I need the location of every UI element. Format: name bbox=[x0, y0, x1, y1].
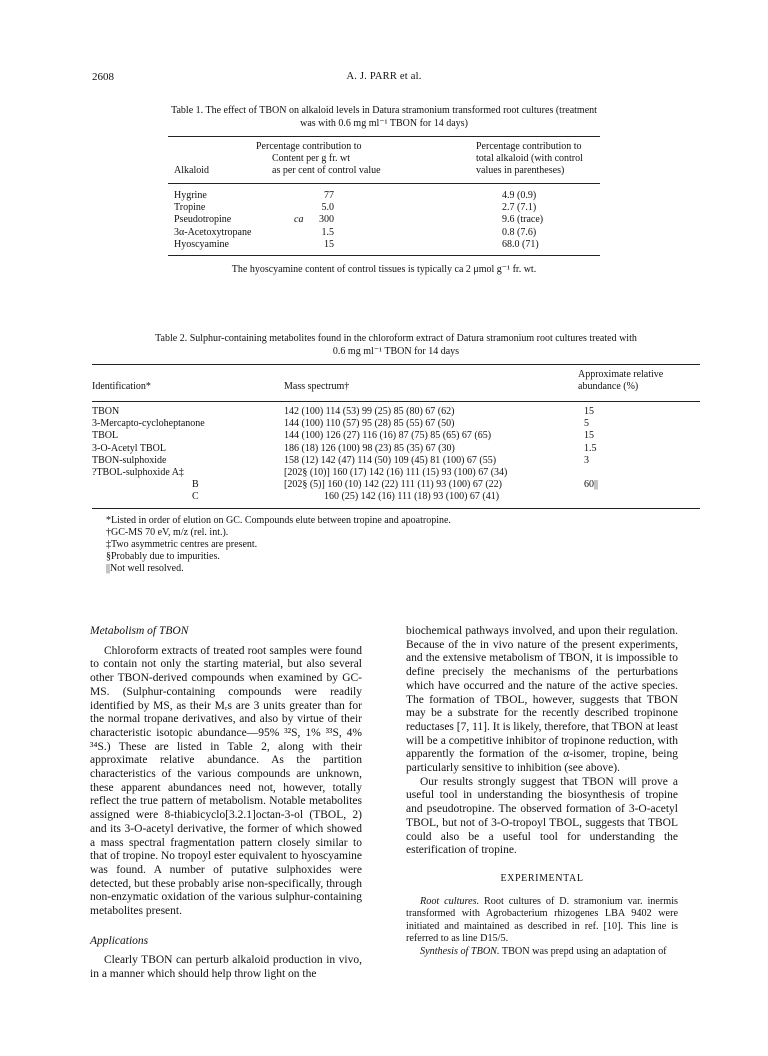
table-2 bbox=[92, 332, 700, 576]
table-1-col-content-1: Content per g fr. wt bbox=[272, 153, 351, 164]
table-2-mass-spectrum: 160 (25) 142 (16) 111 (18) 93 (100) 67 (41) bbox=[324, 491, 500, 503]
table-1-alkaloid-name: Hyoscyamine bbox=[174, 238, 229, 250]
table-2-mass-spectrum: 142 (100) 114 (53) 99 (25) 85 (80) 67 (62) bbox=[284, 406, 455, 417]
table-1 bbox=[168, 104, 600, 276]
table-1-row bbox=[168, 239, 600, 251]
table-1-top-rule bbox=[168, 136, 600, 137]
running-head: A. J. PARR et al. bbox=[346, 71, 422, 82]
table-1-content: 77 bbox=[324, 190, 334, 201]
table-1-row bbox=[168, 202, 600, 214]
table-1-col-alkaloid: Alkaloid bbox=[174, 165, 209, 176]
table-2-identification: B bbox=[192, 479, 199, 491]
table-1-alkaloid-name: Hygrine bbox=[174, 190, 207, 201]
table-1-body bbox=[168, 190, 600, 251]
table-1-row bbox=[168, 214, 600, 226]
table-2-header bbox=[92, 369, 700, 401]
table-2-caption-1: Table 2. Sulphur-containing metabolites found in the chloroform extract of Datura stramonium root cultures treated with bbox=[155, 333, 637, 344]
table-1-footnote: The hyoscyamine content of control tissues is typically ca 2 μmol g⁻¹ fr. wt. bbox=[231, 263, 537, 275]
table-2-mass-spectrum: [202§ (5)] 160 (10) 142 (22) 111 (11) 93 (100) 67 (22) bbox=[284, 479, 503, 491]
table-2-body bbox=[92, 406, 700, 504]
table-1-col-pct-1: Percentage contribution to bbox=[476, 141, 582, 152]
table-1-content: 300 bbox=[319, 214, 334, 226]
table-1-alkaloid-name: Tropine bbox=[174, 202, 206, 214]
root-cultures-label: Root cultures. bbox=[420, 895, 480, 907]
table-1-percentage: 68.0 (71) bbox=[502, 238, 539, 250]
table-2-col-identification: Identification* bbox=[92, 381, 151, 392]
table-2-row bbox=[92, 479, 700, 491]
table-1-row bbox=[168, 190, 600, 202]
table-2-identification: TBON bbox=[92, 406, 120, 417]
table-2-mass-spectrum: [202§ (10)] 160 (17) 142 (16) 111 (15) 93 (100) 67 (34) bbox=[284, 466, 508, 478]
table-2-row bbox=[92, 491, 700, 503]
table-2-row bbox=[92, 418, 700, 430]
table-2-mass-spectrum: 186 (18) 126 (100) 98 (23) 85 (35) 67 (30) bbox=[284, 442, 455, 454]
table-2-abundance: 3 bbox=[584, 454, 589, 466]
table-2-mass-spectrum: 144 (100) 110 (57) 95 (28) 85 (55) 67 (50) bbox=[284, 418, 455, 430]
table-2-abundance: 5 bbox=[584, 418, 589, 430]
table-2-abundance: 1.5 bbox=[584, 442, 597, 454]
synthesis-text: TBON was prepd using an adaptation of bbox=[501, 946, 667, 958]
table-1-caption: Table 1. The effect of TBON on alkaloid levels in Datura stramonium transformed root cultures (treatment was with 0.6 mg ml⁻¹ TBON for 14 days) bbox=[171, 105, 597, 129]
applications-heading: Applications bbox=[90, 934, 149, 947]
table-2-row bbox=[92, 430, 700, 442]
table-2-identification: 3-Mercapto-cycloheptanone bbox=[92, 418, 205, 430]
body-right-column bbox=[406, 625, 678, 959]
table-2-note: ‡Two asymmetric centres are present. bbox=[106, 538, 258, 550]
table-1-percentage: 4.9 (0.9) bbox=[502, 190, 537, 201]
table-2-caption-2: 0.6 mg ml⁻¹ TBON for 14 days bbox=[332, 346, 460, 357]
applications-paragraph-continued: biochemical pathways involved, and upon their regulation. Because of the in vivo nature of the present experiments, and the extensive metabolism of TBON, it is impossible to define precisely the mechanisms of the perturbations which have occurred and the nature of the active species. The formation of TBOL, however, suggests that TBON may be a substrate for the recently described tropinone reductases [7, 11]. It is likely, therefore, that TBON at least will be a competitive inhibitor of tropinone reduction, with apparently the formation of the α-isomer, tropine, being particularly sensitive to inhibition (see above). bbox=[406, 625, 678, 775]
table-1-header bbox=[168, 141, 600, 183]
table-1-alkaloid-name: 3α-Acetoxytropane bbox=[174, 226, 252, 238]
table-2-mass-spectrum: 158 (12) 142 (47) 114 (50) 109 (45) 81 (100) 67 (55) bbox=[284, 454, 497, 466]
table-2-identification: ?TBOL-sulphoxide A‡ bbox=[92, 466, 184, 478]
table-2-identification: C bbox=[192, 491, 199, 503]
synthesis-label: Synthesis of TBON. bbox=[420, 946, 500, 958]
table-1-content: 1.5 bbox=[321, 226, 334, 238]
table-1-content: 15 bbox=[324, 238, 334, 250]
table-1-row bbox=[168, 227, 600, 239]
table-2-identification: TBON-sulphoxide bbox=[92, 454, 167, 466]
table-1-col-pct-2: total alkaloid (with control bbox=[476, 153, 583, 164]
table-1-percentage: 2.7 (7.1) bbox=[502, 202, 537, 214]
table-2-note: ||Not well resolved. bbox=[106, 563, 184, 575]
results-paragraph: Our results strongly suggest that TBON will prove a useful tool in understanding the biosynthesis of tropine and pseudotropine. The observed formation of 3-O-acetyl TBOL, but not of 3-O-tropoyl TBOL, suggests that TBOL could also be a useful tool for understanding the esterification of tropine. bbox=[406, 775, 678, 857]
table-2-notes bbox=[92, 515, 700, 576]
table-2-top-rule bbox=[92, 364, 700, 365]
table-1-col-pct-1: Percentage contribution to bbox=[256, 141, 362, 152]
table-2-identification: 3-O-Acetyl TBOL bbox=[92, 442, 166, 454]
root-cultures-paragraph bbox=[406, 896, 678, 946]
table-1-bottom-rule bbox=[168, 255, 600, 256]
table-2-note: *Listed in order of elution on GC. Compounds elute between tropine and apoatropine. bbox=[106, 514, 451, 526]
table-2-col-abundance-1: Approximate relative bbox=[578, 369, 664, 380]
table-1-content: 5.0 bbox=[321, 202, 334, 214]
table-1-col-pct-3: values in parentheses) bbox=[476, 165, 565, 176]
metabolism-heading: Metabolism of TBON bbox=[90, 625, 189, 637]
table-2-identification: TBOL bbox=[92, 430, 119, 442]
table-2-abundance: 15 bbox=[584, 406, 594, 417]
table-2-row bbox=[92, 455, 700, 467]
synthesis-paragraph bbox=[406, 946, 678, 959]
table-1-header-rule bbox=[168, 183, 600, 184]
table-2-row bbox=[92, 406, 700, 418]
root-cultures-text: Root cultures of D. stramonium var. inermis transformed with Agrobacterium rhizogenes LBA 9402 were initiated and maintained as described in ref. [10]. This line is referred to as line D15/5. bbox=[406, 895, 679, 945]
table-1-prefix: ca bbox=[294, 214, 304, 226]
table-2-row bbox=[92, 467, 700, 479]
metabolism-paragraph: Chloroform extracts of treated root samples were found to contain not only the starting material, but also several other TBON-derived compounds when examined by GC-MS. (Sulphur-containing compounds were readily identified by MS, as their Mᵣs are 3 units greater than for the normal tropane derivatives, and also by virtue of their characteristic isotopic abundance—95% ³²S, 1% ³³S, 4% ³⁴S.) These are listed in Table 2, along with their approximate relative abundance. As the partition characteristics of the various compounds are unknown, these apparent abundances need not, however, totally reflect the true pattern of metabolism. Notable metabolites assigned were 8-thiabicyclo[3.2.1]octan-3-ol (TBOL, 2) and its 3-O-acetyl derivative, the former of which showed a mass spectral fragmentation pattern closely similar to that of tropine. No tropoyl ester equivalent to hyoscyamine was found. A number of putative sulphoxides were detected, but these probably arise non-specifically, through non-enzymatic oxidation of the various sulphur-containing metabolites present. bbox=[90, 644, 362, 918]
table-2-row bbox=[92, 443, 700, 455]
table-2-col-abundance-2: abundance (%) bbox=[578, 381, 639, 392]
applications-paragraph: Clearly TBON can perturb alkaloid production in vivo, in a manner which should help throw light on the bbox=[90, 954, 362, 981]
table-2-bottom-rule bbox=[92, 508, 700, 509]
table-2-col-mass-spectrum: Mass spectrum† bbox=[284, 381, 350, 392]
body-left-column bbox=[90, 625, 362, 982]
table-1-col-content-2: as per cent of control value bbox=[272, 165, 381, 176]
table-1-percentage: 9.6 (trace) bbox=[502, 214, 544, 226]
table-2-note: †GC-MS 70 eV, m/z (rel. int.). bbox=[106, 526, 229, 538]
table-2-mass-spectrum: 144 (100) 126 (27) 116 (16) 87 (75) 85 (65) 67 (65) bbox=[284, 430, 492, 442]
table-2-note: §Probably due to impurities. bbox=[106, 551, 220, 563]
table-1-percentage: 0.8 (7.6) bbox=[502, 226, 537, 238]
experimental-heading: EXPERIMENTAL bbox=[500, 872, 584, 884]
table-1-alkaloid-name: Pseudotropine bbox=[174, 214, 232, 226]
table-2-header-rule bbox=[92, 401, 700, 402]
page-number: 2608 bbox=[92, 71, 114, 83]
table-2-abundance: 60|| bbox=[584, 479, 599, 491]
table-2-abundance: 15 bbox=[584, 430, 594, 442]
